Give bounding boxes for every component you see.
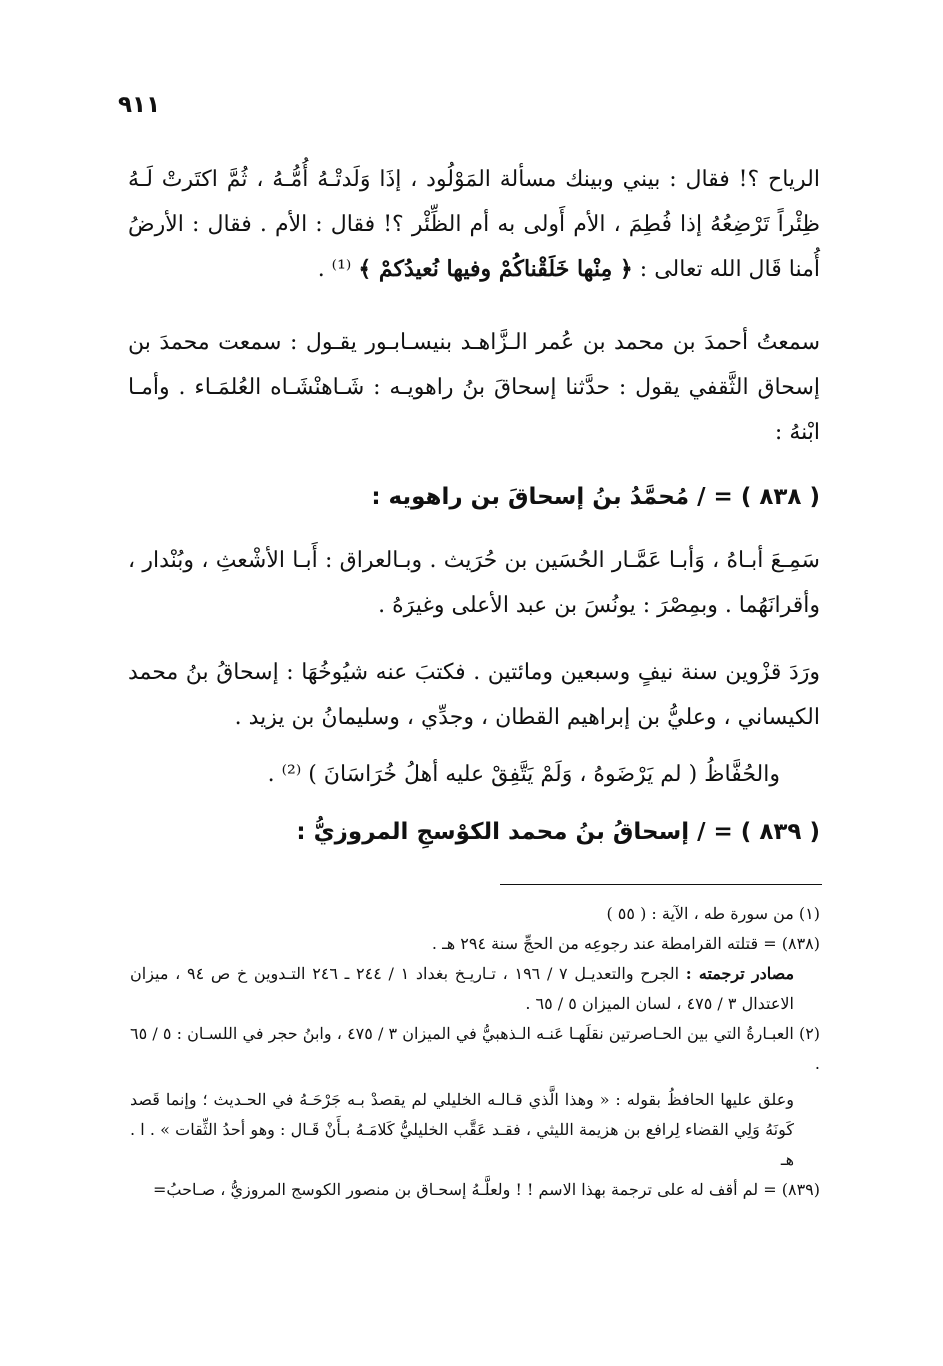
sources-label: مصادر ترجمته :: [685, 964, 795, 983]
entry-heading-839: ( ٨٣٩ ) = / إسحاقُ بنُ محمد الكوْسجِ المروزيُّ :: [296, 819, 820, 845]
footnote-1: (١) من سورة طه ، الآية : ( ٥٥ ): [606, 904, 820, 923]
footnote-839: (٨٣٩) = لم أقف له على ترجمة بهذا الاسم ! ! ولعلَّـهُ إسحـاق بن منصور الكوسج المروزيُّ ، صـاحبُ=: [153, 1180, 820, 1199]
sources-text: الجرح والتعديـل ٧ / ١٩٦ ، تـاريـخ بغداد ١ / ٢٤٤ ـ ٢٤٦ التـدوين خ ص ٩٤ ، ميزان الاعتدال ٣ / ٤٧٥ ، لسان الميزان ٥ / ٦٥ .: [130, 964, 794, 1013]
paragraph-3: سَمِـعَ أبـاهُ ، وَأبـا عَمَّـار الحُسَين بن حُرَيث . وبـالعراق : أَبـا الأشْعثِ ، وبُنْدار ، وأقرانَهُما . وبمِصْرَ : يونُسَ بن عبد الأعلى وغيرَهُ .: [128, 548, 820, 618]
page-number: ٩١١: [118, 92, 161, 118]
footnotes: [130, 899, 820, 1205]
paragraph-5: والحُفَّاظُ ( لم يَرْضَوهُ ، وَلَمْ يَتَّفِقْ عليه أهلُ خُرَاسَانَ ) ⁽²⁾ .: [267, 762, 780, 787]
paragraph-1-text-a: الرياح ؟! فقال : بيني وبينك مسألة المَوْلُود ، إذَا وَلَدتْـهُ أُمُّـهُ ، ثُمَّ اكتَرتْ لَـهُ ظِئْراً تَرْضِعُهُ إذا فُطِمَ ، الأم أَولى به أم الظِّئْر ؟! فقال : الأم . فقال : الأرضُ أُمنا قَال الله تعالى :: [128, 167, 820, 282]
paragraph-4: ورَدَ قزْوين سنة نيفٍ وسبعين ومائتين . فكتبَ عنه شيُوخُهَا : إسحاقُ بنُ محمد الكيساني ، وعليُّ بن إبراهيم القطان ، وجدِّي ، وسليمانُ بن يزيد .: [128, 660, 820, 730]
footnote-2-comment: وعلق عليها الحافظُ بقوله : « وهذا الَّذي قـالـه الخليلي لم يقصدْ بـه جَرْحَـهُ في الحـديث ؛ وإنما قَصد كَونَهُ وَلِي القضاء لِرافع بن هزيمة الليثي ، فقـد عَقَّب الخليليُّ كَلامَـهُ بـأَنْ قَـال : وهو أحدُ الثِّقات » . ا . هـ: [130, 1090, 794, 1169]
footnote-838-sources: [130, 959, 820, 1019]
entry-heading-838: ( ٨٣٨ ) = / مُحمَّدُ بنُ إسحاقَ بن راهويه :: [371, 484, 820, 510]
footnote-838: (٨٣٨) = قتلته القرامطة عند رجوعِه من الحجِّ سنة ٢٩٤ هـ .: [431, 934, 820, 953]
footnote-separator: [500, 884, 822, 885]
paragraph-1: [128, 157, 820, 292]
quran-quote: ﴿ مِنْها خَلَقْناكُمْ وفيها نُعيدُكمْ ﴾: [358, 256, 633, 282]
paragraph-1-text-b: ⁽¹⁾ .: [317, 257, 359, 282]
footnote-2: (٢) العبـارةُ التي بين الحـاصرتين نقلَهـا عَنـه الـذهبيُّ في الميزان ٣ / ٤٧٥ ، وابنُ حجر في اللسـان : ٥ / ٦٥ .: [130, 1024, 821, 1073]
paragraph-2: سمعتُ أحمدَ بن محمد بن عُمر الـزَّاهـد بنيسـابـور يقـول : سمعت محمدَ بن إسحاق الثَّقفي يقول : حدَّثنا إسحاقَ بنُ راهويـه : شَـاهنْشَـاه العُلمَـاء . وأمـا ابْنهُ :: [128, 330, 820, 445]
